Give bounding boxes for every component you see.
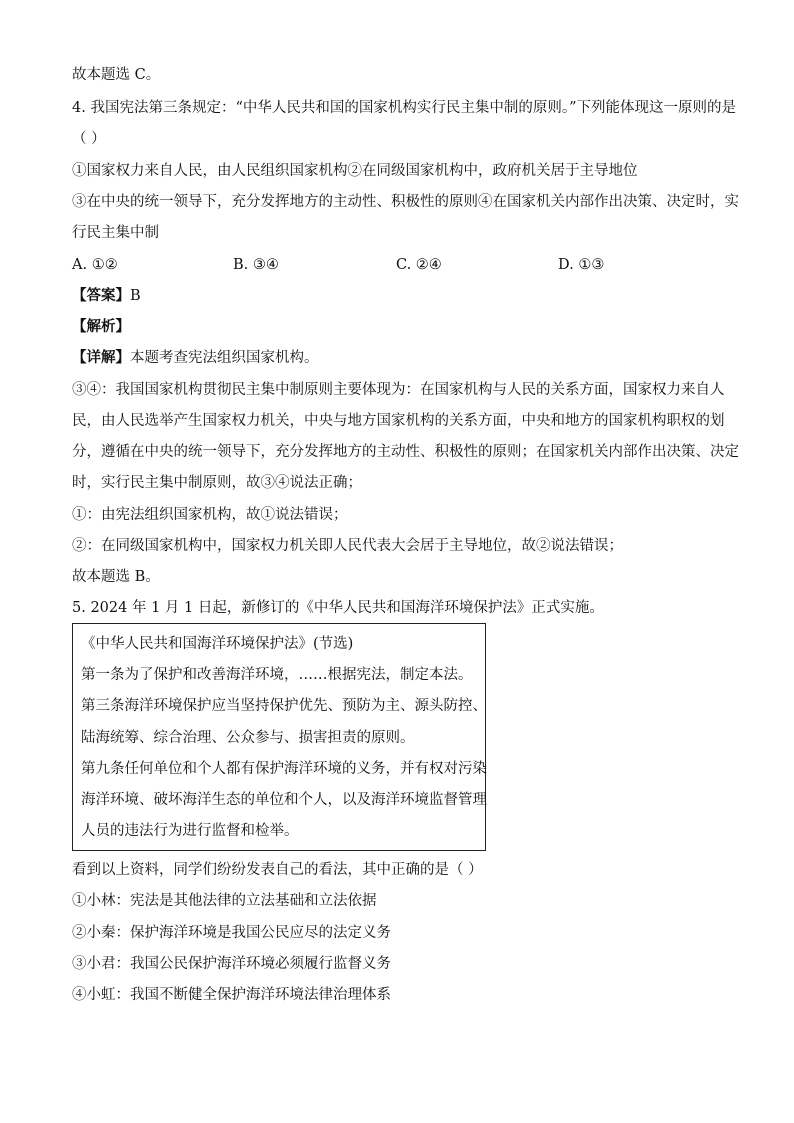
- q5-stem: 5. 2024 年 1 月 1 日起，新修订的《中华人民共和国海洋环境保护法》正式实施。: [72, 600, 604, 616]
- q4-statement-line3: 行民主集中制: [72, 225, 159, 241]
- q5-choice-1: ①小林：宪法是其他法律的立法基础和立法依据: [72, 893, 377, 909]
- analysis-para1-line3: 分，遵循在中央的统一领导下，充分发挥地方的主动性、积极性的原则；在国家机关内部作出决策、决定: [72, 444, 739, 460]
- detail-label: 【详解】: [72, 349, 130, 366]
- excerpt-line: 人员的违法行为进行监督和检举。: [81, 823, 299, 839]
- q5-question: 看到以上资料，同学们纷纷发表自己的看法，其中正确的是（ ）: [72, 862, 483, 878]
- analysis-para1-line2: 民，由人民选举产生国家权力机关，中央与地方国家机构的关系方面，中央和地方的国家机构职权的划: [72, 413, 725, 429]
- analysis-label: 【解析】: [72, 318, 130, 335]
- answer-conclusion: 故本题选 B。: [72, 569, 160, 585]
- q4-statement-line1: ①国家权力来自人民，由人民组织国家机构②在同级国家机构中，政府机关居于主导地位: [72, 163, 638, 179]
- excerpt-title: 《中华人民共和国海洋环境保护法》(节选): [81, 636, 354, 652]
- q4-stem-line1: 4. 我国宪法第三条规定：“中华人民共和国的国家机构实行民主集中制的原则。”下列能体现这一原则的是: [72, 100, 737, 116]
- detail-row: [72, 348, 319, 368]
- analysis-para2: ①：由宪法组织国家机构，故①说法错误；: [72, 507, 348, 523]
- q4-stem-paren: （ ）: [72, 131, 106, 147]
- q5-choice-3: ③小君：我国公民保护海洋环境必须履行监督义务: [72, 956, 391, 972]
- excerpt-line: 第一条为了保护和改善海洋环境，……根据宪法，制定本法。: [81, 667, 473, 683]
- q4-option-b: B. ③④: [233, 257, 279, 273]
- law-excerpt-box: [72, 623, 486, 851]
- answer-label: 【答案】: [72, 287, 130, 304]
- q4-statement-line2: ③在中央的统一领导下，充分发挥地方的主动性、积极性的原则④在国家机关内部作出决策、决定时，实: [72, 194, 739, 210]
- q5-choice-4: ④小虹：我国不断健全保护海洋环境法律治理体系: [72, 987, 391, 1003]
- prev-conclusion: 故本题选 C。: [72, 67, 161, 83]
- q4-option-d: D. ①③: [558, 257, 605, 273]
- analysis-para1-line1: ③④：我国国家机构贯彻民主集中制原则主要体现为：在国家机构与人民的关系方面，国家权力来自人: [72, 382, 725, 398]
- excerpt-line: 第九条任何单位和个人都有保护海洋环境的义务，并有权对污染: [81, 761, 487, 777]
- q5-choice-2: ②小秦：保护海洋环境是我国公民应尽的法定义务: [72, 925, 391, 941]
- analysis-para3: ②：在同级国家机构中，国家权力机关即人民代表大会居于主导地位，故②说法错误；: [72, 538, 623, 554]
- answer-row: [72, 286, 141, 306]
- detail-text: 本题考查宪法组织国家机构。: [130, 350, 319, 366]
- excerpt-line: 海洋环境、破坏海洋生态的单位和个人，以及海洋环境监督管理: [81, 792, 487, 808]
- analysis-para1-line4: 时，实行民主集中制原则，故③④说法正确；: [72, 475, 362, 491]
- excerpt-line: 陆海统筹、综合治理、公众参与、损害担责的原则。: [81, 730, 415, 746]
- q4-option-a: A. ①②: [72, 257, 118, 273]
- q4-option-c: C. ②④: [396, 257, 442, 273]
- excerpt-line: 第三条海洋环境保护应当坚持保护优先、预防为主、源头防控、: [81, 698, 487, 714]
- answer-value: B: [130, 288, 141, 304]
